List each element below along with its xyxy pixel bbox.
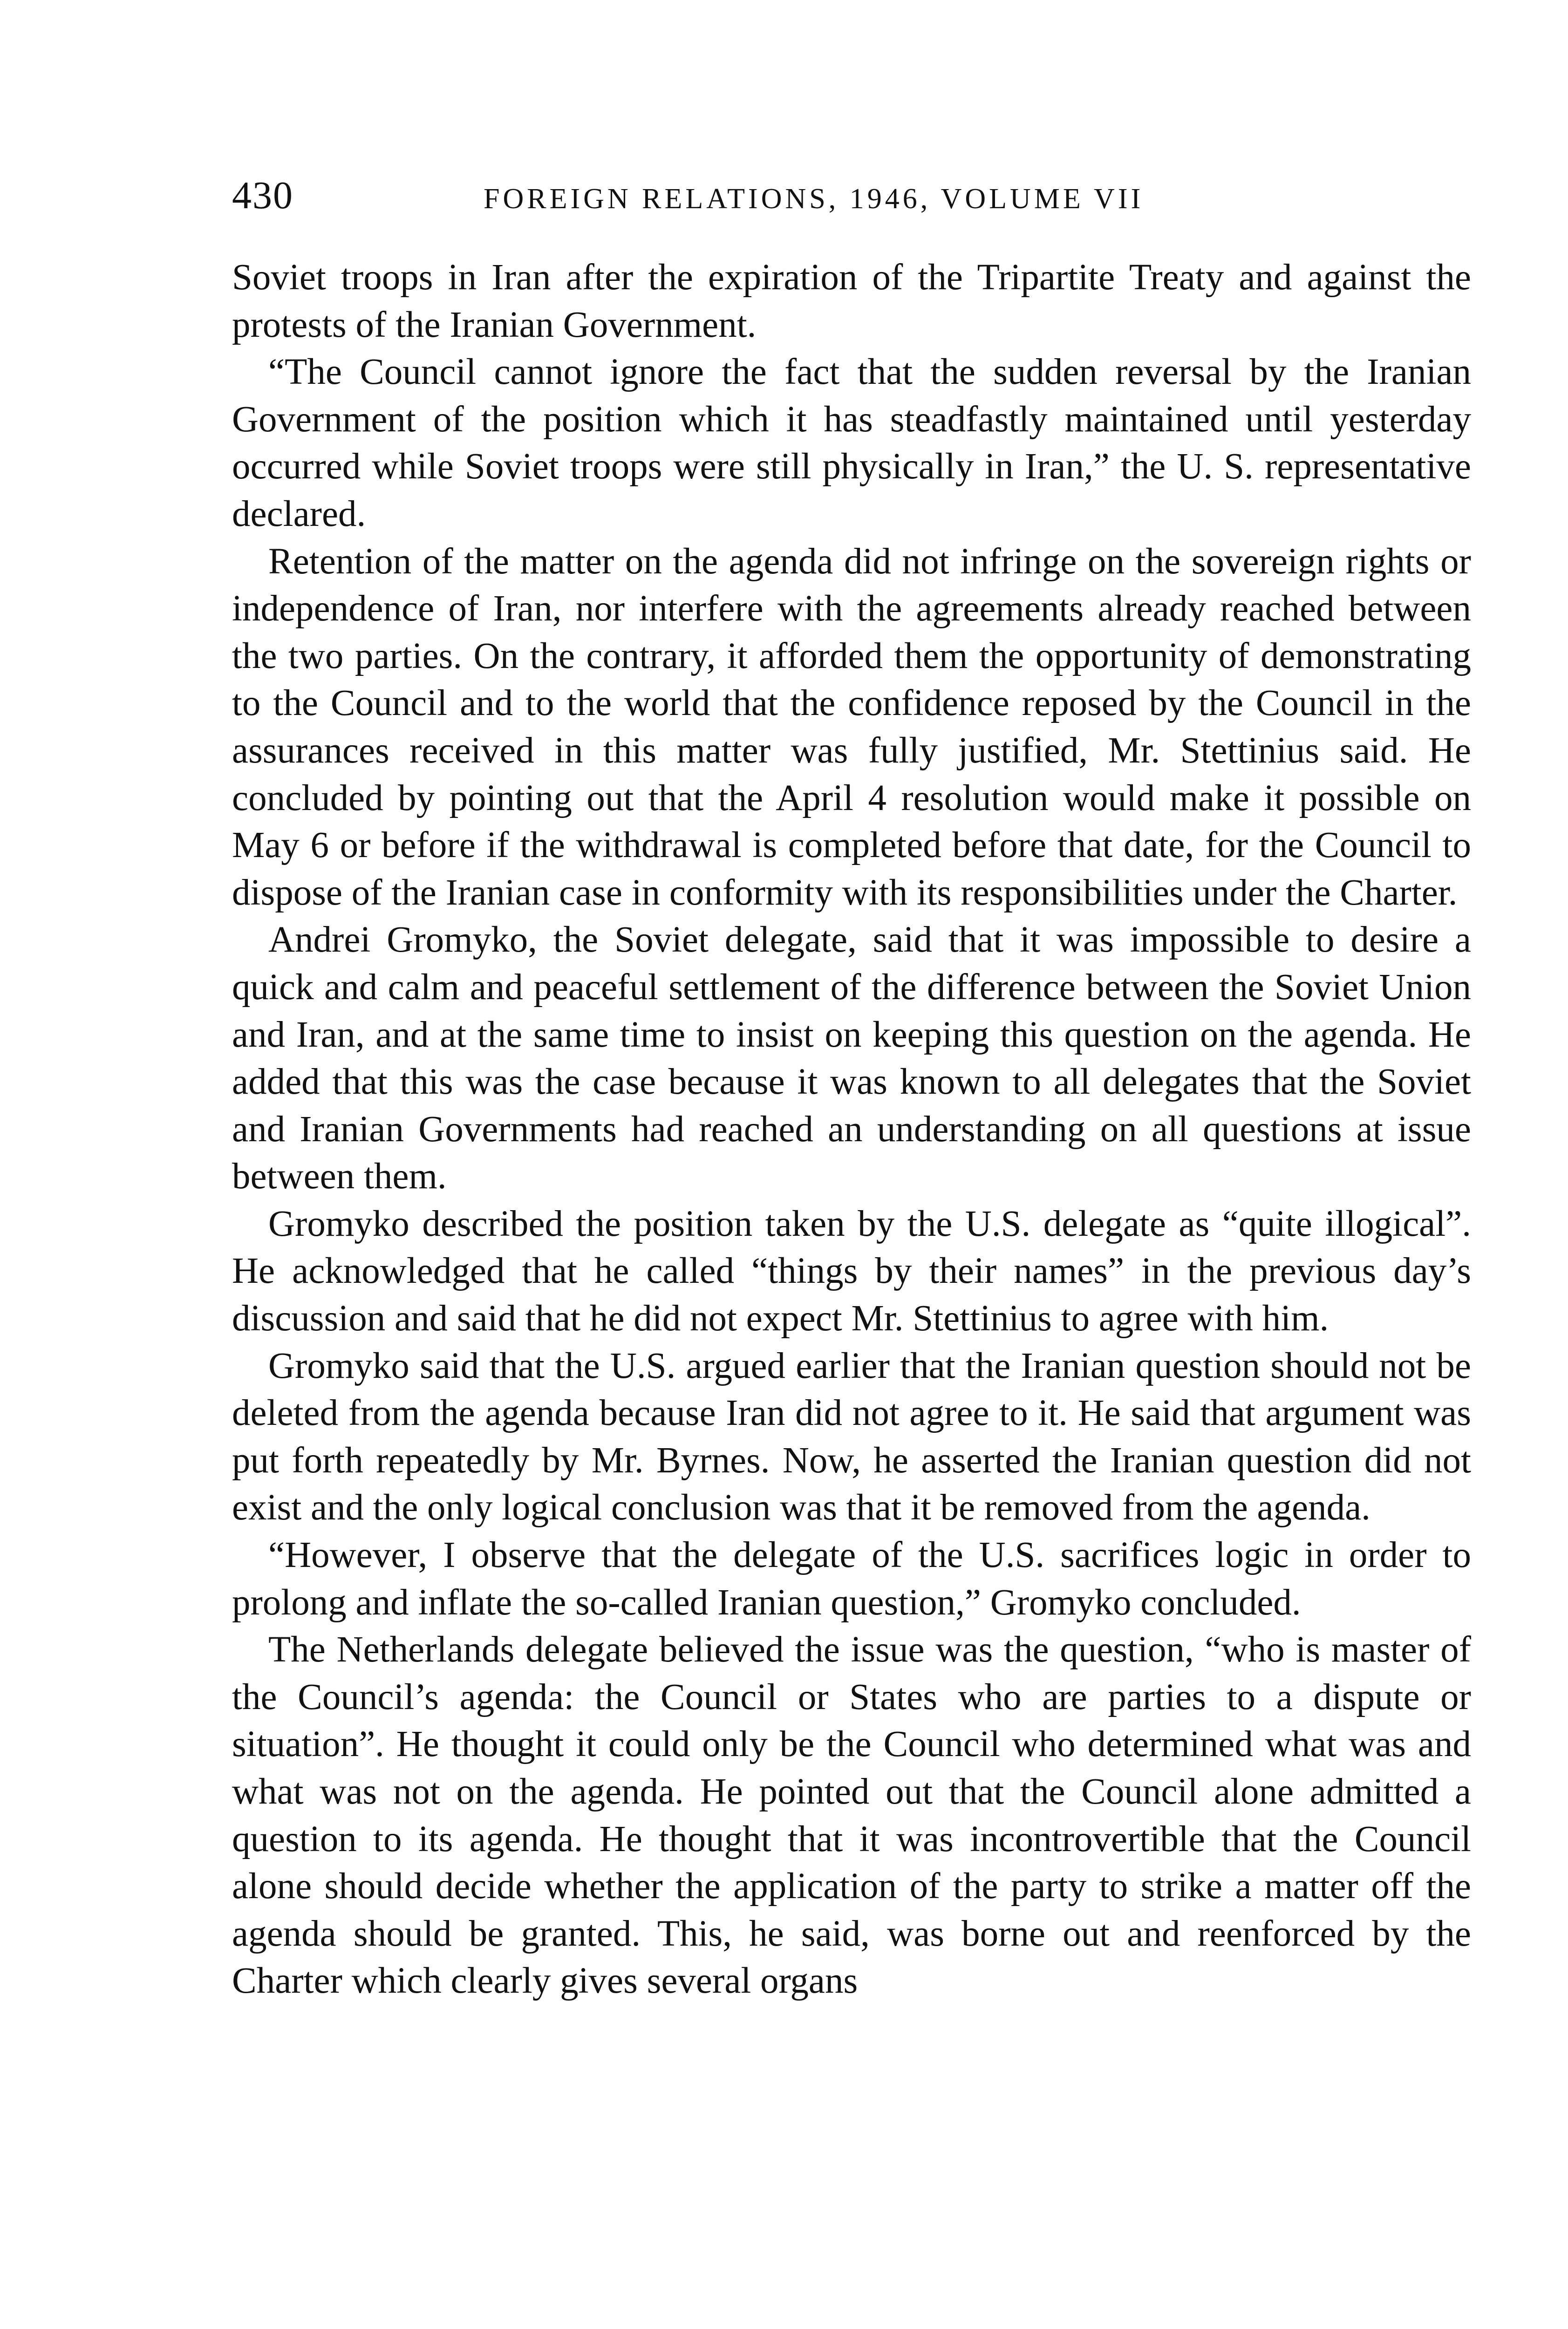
paragraph: Retention of the matter on the agenda did not infringe on the sovereign rights or independence of Iran, nor interfere with the agreements already reached between the two parties. On the contrary, it afforded them the opportunity of demonstrating to the Council and to the world that the confidence reposed by the Council in the assurances received in this matter was fully justified, Mr. Stettinius said. He concluded by pointing out that the April 4 resolution would make it possible on May 6 or before if the withdrawal is completed before that date, for the Council to dispose of the Iranian case in conformity with its responsibilities under the Charter. <box>232 541 1471 913</box>
paragraph: Gromyko said that the U.S. argued earlier that the Iranian question should not be deleted from the agenda because Iran did not agree to it. He said that argument was put forth repeatedly by Mr. Byrnes. Now, he asserted the Iranian question did not exist and the only logical conclusion was that it be removed from the agenda. <box>232 1345 1471 1528</box>
paragraph: Gromyko described the position taken by the U.S. delegate as “quite illogical”. He acknowledged that he called “things by their names” in the previous day’s discussion and said that he did not expect Mr. Stettinius to agree with him. <box>232 1203 1471 1339</box>
paragraph-continued: Soviet troops in Iran after the expiration of the Tripartite Treaty and against the protests of the Iranian Government. <box>232 257 1471 345</box>
page-header <box>232 172 1471 228</box>
paragraph: The Netherlands delegate believed the issue was the question, “who is master of the Council’s agenda: the Council or States who are parties to a dispute or situation”. He thought it could only be the Council who determined what was and what was not on the agenda. He pointed out that the Council alone admitted a question to its agenda. He thought that it was incontrovertible that the Council alone should decide whether the application of the party to strike a matter off the agenda should be granted. This, he said, was borne out and reenforced by the Charter which clearly gives several organs <box>232 1629 1471 2002</box>
page-number: 430 <box>232 174 293 217</box>
body-text <box>232 254 1471 2005</box>
paragraph: “The Council cannot ignore the fact that the sudden reversal by the Iranian Government of the position which it has steadfastly maintained until yesterday occurred while Soviet troops were still physically in Iran,” the U. S. representative declared. <box>232 352 1471 534</box>
paragraph: “However, I observe that the delegate of the U.S. sacrifices logic in order to prolong and inflate the so-called Iranian question,” Gromyko concluded. <box>232 1535 1471 1623</box>
running-title: FOREIGN RELATIONS, 1946, VOLUME VII <box>484 183 1144 215</box>
paragraph: Andrei Gromyko, the Soviet delegate, said that it was impossible to desire a quick and calm and peaceful settlement of the difference between the Soviet Union and Iran, and at the same time to insist on keeping this question on the agenda. He added that this was the case because it was known to all delegates that the Soviet and Iranian Governments had reached an understanding on all questions at issue between them. <box>232 919 1471 1197</box>
